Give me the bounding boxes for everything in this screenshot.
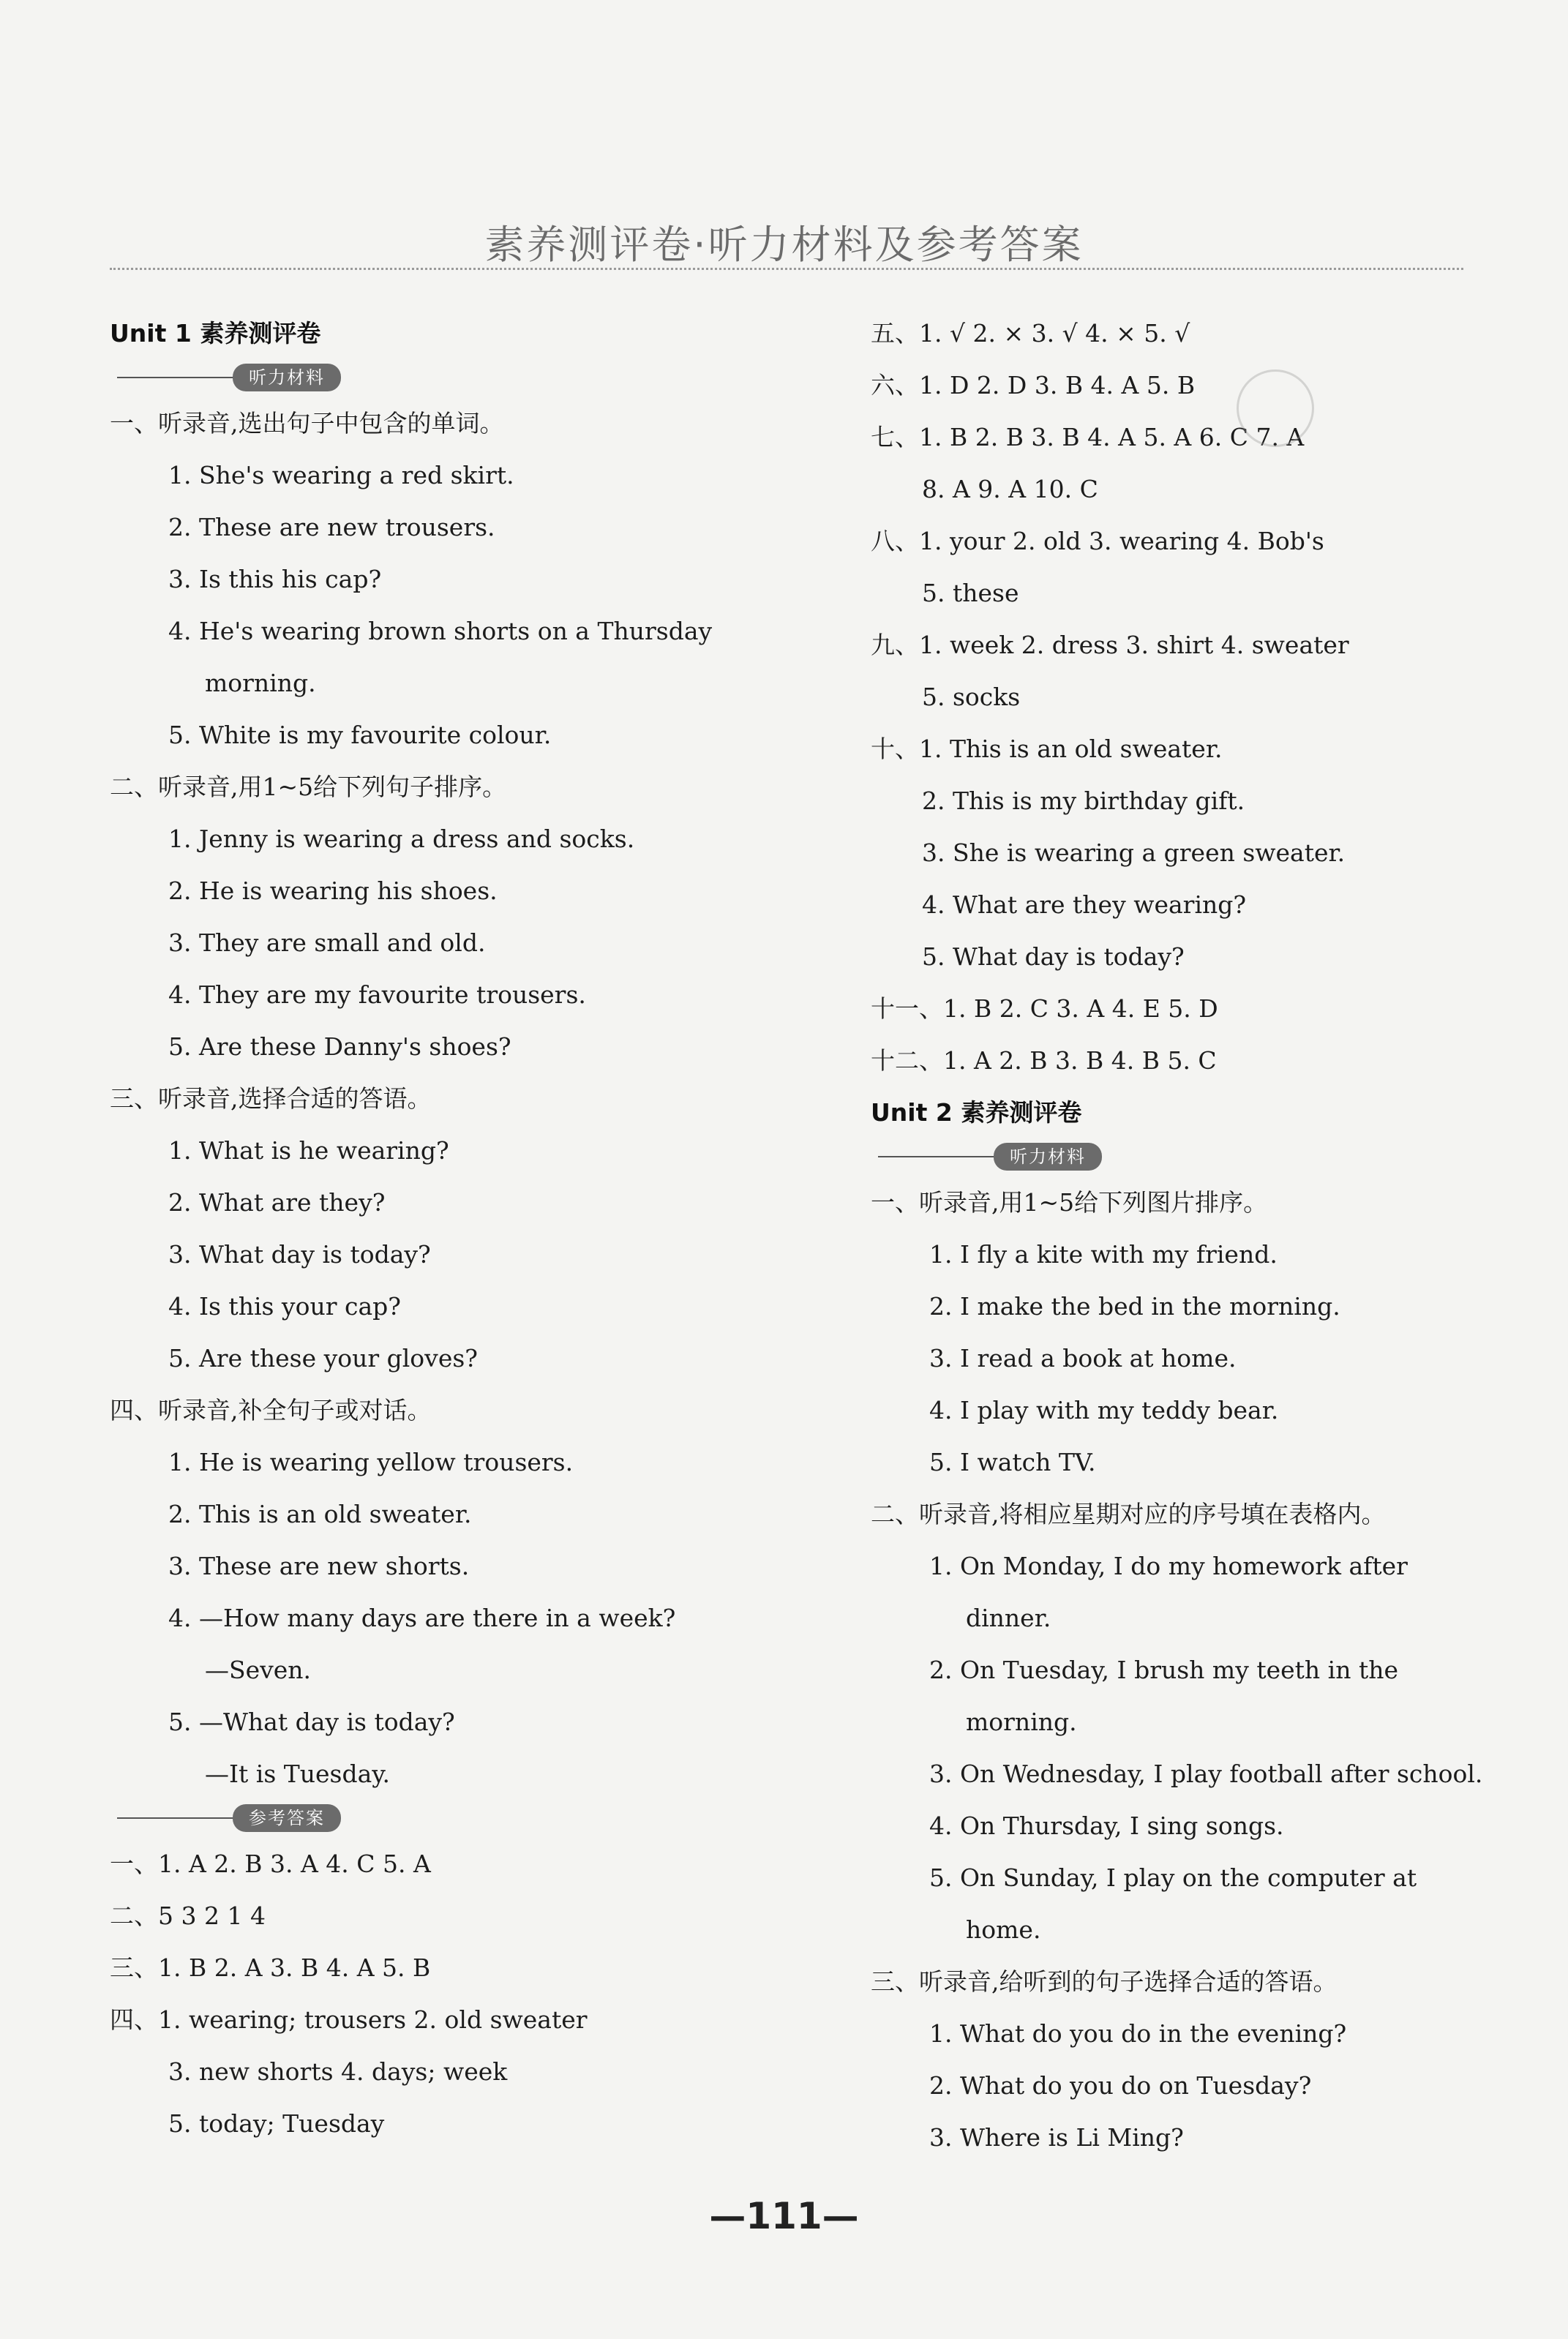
unit2-heading: Unit 2 素养测评卷 — [871, 1098, 1082, 1127]
tag-rule — [117, 377, 234, 378]
list-item: 4. —How many days are there in a week? — [168, 1604, 676, 1632]
section-title: 三、听录音,选择合适的答语。 — [110, 1084, 432, 1113]
answer-line: 八、1. your 2. old 3. wearing 4. Bob's — [871, 527, 1324, 555]
list-item-continuation: morning. — [205, 669, 316, 697]
answer-line: 五、1. √ 2. × 3. √ 4. × 5. √ — [871, 319, 1190, 348]
list-item-continuation: home. — [966, 1915, 1041, 1944]
list-item: 2. He is wearing his shoes. — [168, 876, 498, 905]
section-title: 一、听录音,用1~5给下列图片排序。 — [871, 1188, 1268, 1217]
list-item: 3. I read a book at home. — [929, 1344, 1237, 1373]
answer-line-continuation: 5. these — [922, 579, 1019, 607]
answer-line: 六、1. D 2. D 3. B 4. A 5. B — [871, 371, 1196, 399]
list-item: 1. She's wearing a red skirt. — [168, 461, 514, 489]
listening-tag-row — [110, 359, 754, 397]
list-item: 3. Where is Li Ming? — [929, 2123, 1184, 2152]
list-item: 2. I make the bed in the morning. — [929, 1292, 1340, 1321]
list-item: 2. This is an old sweater. — [168, 1500, 472, 1528]
list-item: 4. Is this your cap? — [168, 1292, 401, 1321]
answers-tag-row — [110, 1800, 754, 1838]
listening-material-tag: 听力材料 — [233, 364, 341, 391]
list-item: 2. These are new trousers. — [168, 513, 495, 541]
section-title: 二、听录音,将相应星期对应的序号填在表格内。 — [871, 1500, 1386, 1528]
answer-line-continuation: 5. socks — [922, 683, 1021, 711]
answer-line-continuation: 3. new shorts 4. days; week — [168, 2057, 508, 2086]
answer-line: 一、1. A 2. B 3. A 4. C 5. A — [110, 1850, 431, 1878]
answer-line-continuation: 4. What are they wearing? — [922, 890, 1247, 919]
list-item: 1. What do you do in the evening? — [929, 2019, 1347, 2048]
list-item: 4. He's wearing brown shorts on a Thursday — [168, 617, 713, 645]
list-item: 1. What is he wearing? — [168, 1136, 449, 1165]
listening-tag-row — [871, 1138, 1515, 1176]
list-item: 5. Are these your gloves? — [168, 1344, 478, 1373]
list-item: 1. Jenny is wearing a dress and socks. — [168, 825, 635, 853]
tag-rule — [117, 1817, 234, 1819]
list-item: 2. What do you do on Tuesday? — [929, 2071, 1312, 2100]
list-item: 5. On Sunday, I play on the computer at — [929, 1863, 1417, 1892]
list-item: 4. They are my favourite trousers. — [168, 980, 586, 1009]
answer-line: 十、1. This is an old sweater. — [871, 735, 1223, 763]
list-item: 5. Are these Danny's shoes? — [168, 1032, 511, 1061]
reference-answers-tag: 参考答案 — [233, 1804, 341, 1832]
list-item: 4. I play with my teddy bear. — [929, 1396, 1279, 1424]
list-item: 3. Is this his cap? — [168, 565, 382, 593]
list-item: 3. These are new shorts. — [168, 1552, 470, 1580]
list-item-continuation: dinner. — [966, 1604, 1051, 1632]
list-item: 1. I fly a kite with my friend. — [929, 1240, 1278, 1269]
answer-line-continuation: 5. today; Tuesday — [168, 2109, 385, 2138]
answer-line-continuation: 2. This is my birthday gift. — [922, 786, 1245, 815]
list-item-continuation: morning. — [966, 1708, 1077, 1736]
section-title: 二、听录音,用1~5给下列句子排序。 — [110, 773, 507, 801]
dialogue-reply: —It is Tuesday. — [205, 1760, 391, 1788]
list-item: 1. On Monday, I do my homework after — [929, 1552, 1408, 1580]
list-item: 3. What day is today? — [168, 1240, 431, 1269]
list-item: 5. —What day is today? — [168, 1708, 455, 1736]
section-title: 四、听录音,补全句子或对话。 — [110, 1396, 432, 1424]
left-column — [110, 307, 754, 2150]
answer-line: 四、1. wearing; trousers 2. old sweater — [110, 2005, 588, 2034]
answer-line: 十二、1. A 2. B 3. B 4. B 5. C — [871, 1046, 1217, 1075]
title-divider — [110, 268, 1463, 270]
answer-line-continuation: 5. What day is today? — [922, 942, 1185, 971]
tag-rule — [878, 1156, 995, 1157]
section-title: 三、听录音,给听到的句子选择合适的答语。 — [871, 1967, 1338, 1996]
answer-line-continuation: 3. She is wearing a green sweater. — [922, 838, 1346, 867]
answer-line: 九、1. week 2. dress 3. shirt 4. sweater — [871, 631, 1349, 659]
list-item: 5. I watch TV. — [929, 1448, 1096, 1476]
page-number: —111— — [709, 2195, 859, 2237]
page-title: 素养测评卷·听力材料及参考答案 — [484, 222, 1084, 268]
answer-line: 三、1. B 2. A 3. B 4. A 5. B — [110, 1953, 431, 1982]
answer-line: 十一、1. B 2. C 3. A 4. E 5. D — [871, 994, 1218, 1023]
dialogue-reply: —Seven. — [205, 1656, 312, 1684]
unit1-heading: Unit 1 素养测评卷 — [110, 319, 321, 348]
list-item: 4. On Thursday, I sing songs. — [929, 1811, 1284, 1840]
answer-line: 七、1. B 2. B 3. B 4. A 5. A 6. C 7. A — [871, 423, 1305, 451]
list-item: 2. What are they? — [168, 1188, 386, 1217]
section-title: 一、听录音,选出句子中包含的单词。 — [110, 409, 504, 438]
list-item: 3. They are small and old. — [168, 928, 486, 957]
list-item: 1. He is wearing yellow trousers. — [168, 1448, 574, 1476]
list-item: 2. On Tuesday, I brush my teeth in the — [929, 1656, 1398, 1684]
answer-line-continuation: 8. A 9. A 10. C — [922, 475, 1098, 503]
list-item: 3. On Wednesday, I play football after school. — [929, 1760, 1483, 1788]
list-item: 5. White is my favourite colour. — [168, 721, 552, 749]
listening-material-tag: 听力材料 — [994, 1143, 1102, 1171]
right-column — [871, 307, 1515, 2163]
watermark-stamp — [1237, 369, 1314, 447]
answer-line: 二、5 3 2 1 4 — [110, 1901, 266, 1930]
